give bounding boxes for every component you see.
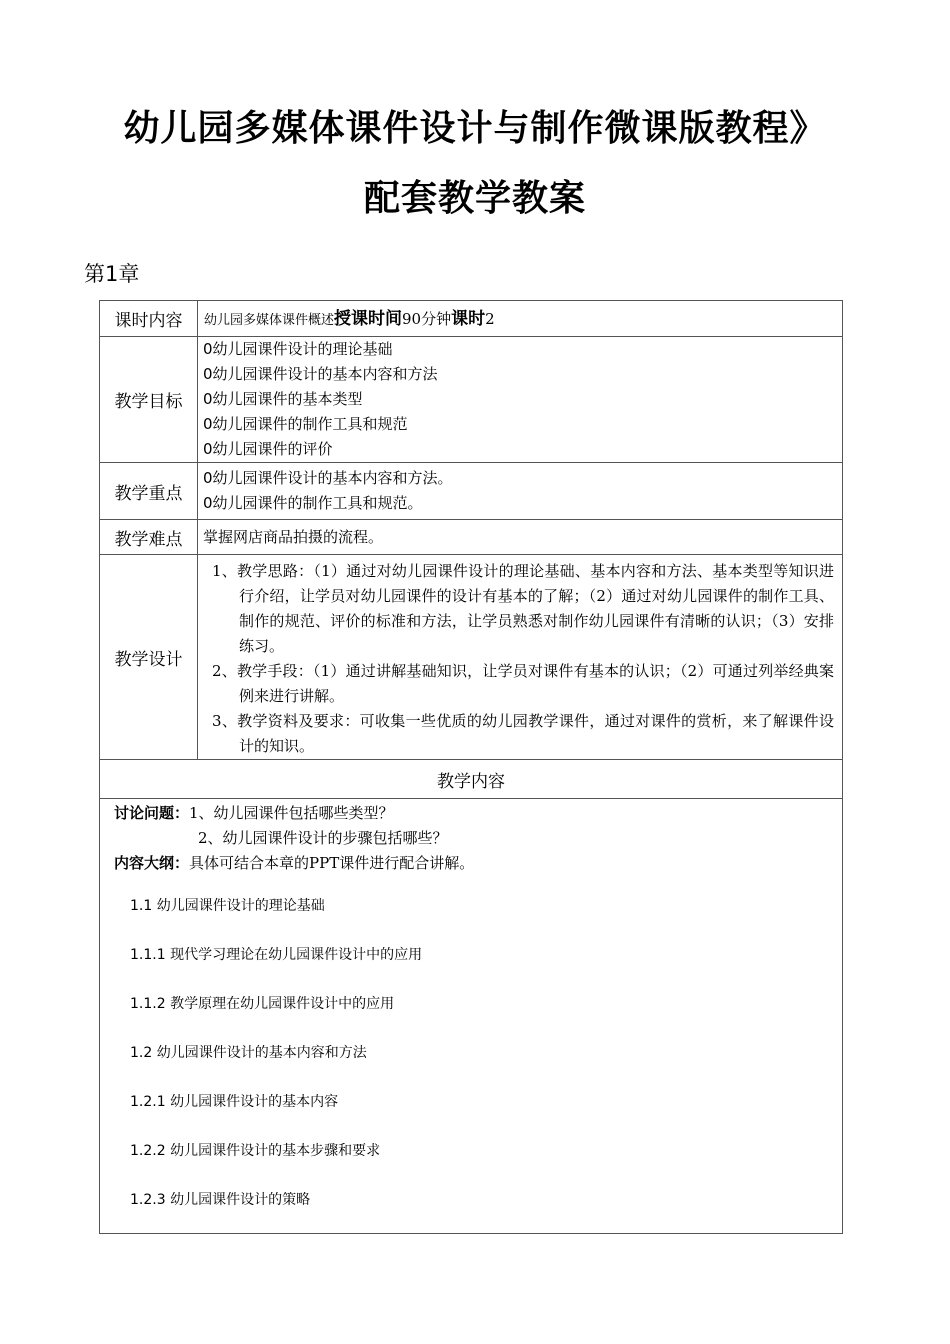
list-item: 0幼儿园课件的制作工具和规范。 bbox=[203, 494, 423, 512]
document-title-line2: 配套教学教案 bbox=[363, 178, 586, 219]
design-item-materials: 3、教学资料及要求：可收集一些优质的幼儿园教学课件，通过对课件的赏析，来了解课件设计的知识。 bbox=[212, 712, 834, 755]
objectives-label: 教学目标 bbox=[100, 337, 198, 463]
objectives-list bbox=[198, 337, 843, 463]
discussion-item: 2、幼儿园课件设计的步骤包括哪些？ bbox=[198, 829, 448, 847]
discussion-item: 1、幼儿园课件包括哪些类型？ bbox=[189, 804, 394, 822]
list-item: 0幼儿园课件设计的基本内容和方法 bbox=[203, 365, 438, 383]
outline-section: 1.2.3 幼儿园课件设计的策略 bbox=[130, 1192, 311, 1208]
discussion-label: 讨论问题： bbox=[114, 804, 190, 822]
lesson-row bbox=[100, 301, 843, 337]
discussion-line-1 bbox=[114, 801, 828, 826]
lesson-content-value: 幼儿园多媒体课件概述 bbox=[204, 313, 335, 328]
design-row bbox=[100, 555, 843, 760]
discussion-line-2 bbox=[114, 826, 828, 851]
lesson-hours-value: 2 bbox=[485, 310, 495, 328]
outline-note: 具体可结合本章的PPT课件进行配合讲解。 bbox=[189, 854, 475, 872]
outline-label: 内容大纲： bbox=[114, 854, 190, 872]
outline-section: 1.2.2 幼儿园课件设计的基本步骤和要求 bbox=[130, 1143, 381, 1159]
list-item: 0幼儿园课件的制作工具和规范 bbox=[203, 415, 408, 433]
design-item-methods: 2、教学手段：（1）通过讲解基础知识，让学员对课件有基本的认识；（2）可通过列举经典案例来进行讲解。 bbox=[212, 662, 834, 705]
outline-line bbox=[114, 851, 828, 876]
key-points-label: 教学重点 bbox=[100, 463, 198, 520]
objectives-row bbox=[100, 337, 843, 463]
outline-section: 1.2.1 幼儿园课件设计的基本内容 bbox=[130, 1094, 339, 1110]
difficulty-text: 掌握网店商品拍摄的流程。 bbox=[198, 520, 843, 555]
teaching-content-row bbox=[100, 799, 843, 1234]
document-title-line1: 幼儿园多媒体课件设计与制作微课版教程》 bbox=[123, 108, 827, 149]
teaching-content-cell bbox=[100, 799, 843, 1234]
outline-section: 1.1 幼儿园课件设计的理论基础 bbox=[130, 898, 325, 914]
lesson-info-cell bbox=[198, 301, 843, 337]
lesson-time-value: 90分钟 bbox=[402, 310, 452, 328]
key-points-row bbox=[100, 463, 843, 520]
lesson-content-label: 课时内容 bbox=[100, 301, 198, 337]
teaching-content-header: 教学内容 bbox=[100, 760, 843, 799]
outline-section: 1.2 幼儿园课件设计的基本内容和方法 bbox=[130, 1045, 367, 1061]
chapter-heading: 第1章 bbox=[84, 262, 140, 286]
lesson-hours-label: 课时 bbox=[451, 309, 486, 329]
design-label: 教学设计 bbox=[100, 555, 198, 760]
outline-section: 1.1.1 现代学习理论在幼儿园课件设计中的应用 bbox=[130, 947, 423, 963]
difficulty-label: 教学难点 bbox=[100, 520, 198, 555]
teaching-content-header-row bbox=[100, 760, 843, 799]
design-item-thinking: 1、教学思路：（1）通过对幼儿园课件设计的理论基础、基本内容和方法、基本类型等知识进行介绍，让学员对幼儿园课件的设计有基本的了解；（2）通过对幼儿园课件的制作工具、制作的规范、评价的标准和方法，让学员熟悉对制作幼儿园课件有清晰的认识；（3）安排练习。 bbox=[212, 562, 834, 655]
list-item: 0幼儿园课件设计的基本内容和方法。 bbox=[203, 469, 453, 487]
list-item: 0幼儿园课件的评价 bbox=[203, 440, 333, 458]
key-points-list bbox=[198, 463, 843, 520]
outline-section: 1.1.2 教学原理在幼儿园课件设计中的应用 bbox=[130, 996, 395, 1012]
design-list bbox=[198, 555, 842, 759]
list-item: 0幼儿园课件的基本类型 bbox=[203, 390, 363, 408]
lesson-plan-table bbox=[99, 300, 843, 1234]
design-cell bbox=[198, 555, 843, 760]
lesson-time-label: 授课时间 bbox=[334, 309, 403, 329]
difficulty-row bbox=[100, 520, 843, 555]
list-item: 0幼儿园课件设计的理论基础 bbox=[203, 340, 393, 358]
